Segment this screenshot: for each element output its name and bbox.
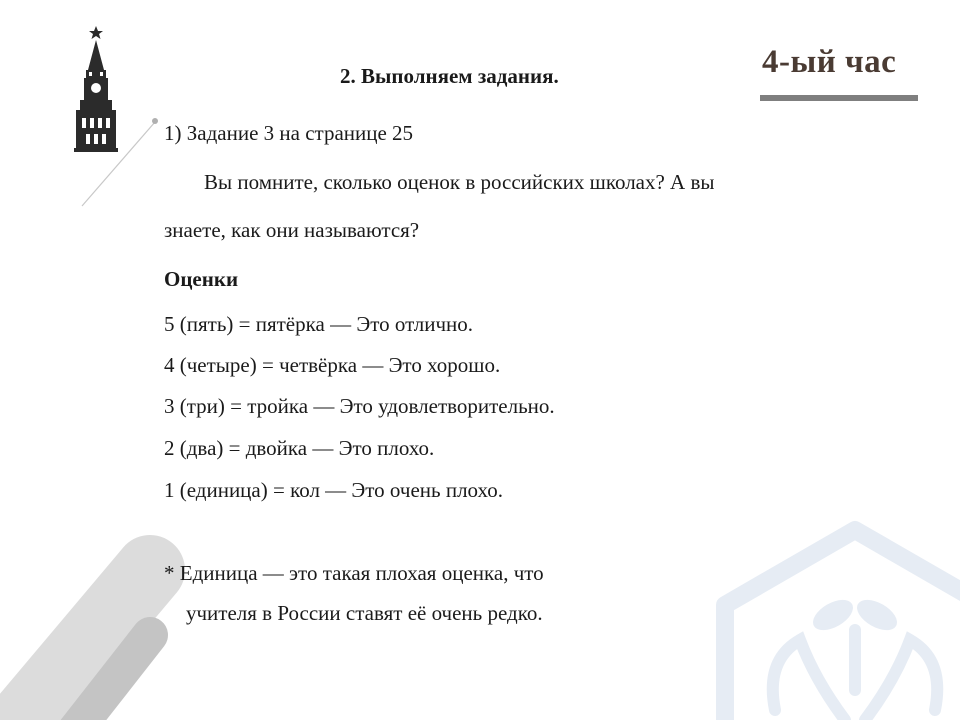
grade-item: 1 (единица) = кол — Это очень плохо. [164,478,503,502]
grade-item: 3 (три) = тройка — Это удовлетворительно. [164,394,555,418]
question-line-1: Вы помните, сколько оценок в российских школах? А вы [204,170,715,194]
grade-item: 2 (два) = двойка — Это плохо. [164,436,435,460]
hour-badge: 4-ый час [762,44,897,80]
hands-sprout-emblem-icon [705,510,960,720]
note-line-1: * Единица — это такая плохая оценка, что [164,561,544,585]
grade-item: 4 (четыре) = четвёрка — Это хорошо. [164,353,501,377]
section-title: 2. Выполняем задания. [340,64,559,88]
grade-item: 5 (пять) = пятёрка — Это отлично. [164,312,473,336]
task-line: 1) Задание 3 на странице 25 [164,121,414,145]
grades-heading: Оценки [164,267,239,291]
question-line-2: знаете, как они называются? [164,218,420,242]
kremlin-tower-icon [70,26,122,152]
note-line-2: учителя в России ставят её очень редко. [186,601,543,625]
badge-underline [760,95,918,101]
